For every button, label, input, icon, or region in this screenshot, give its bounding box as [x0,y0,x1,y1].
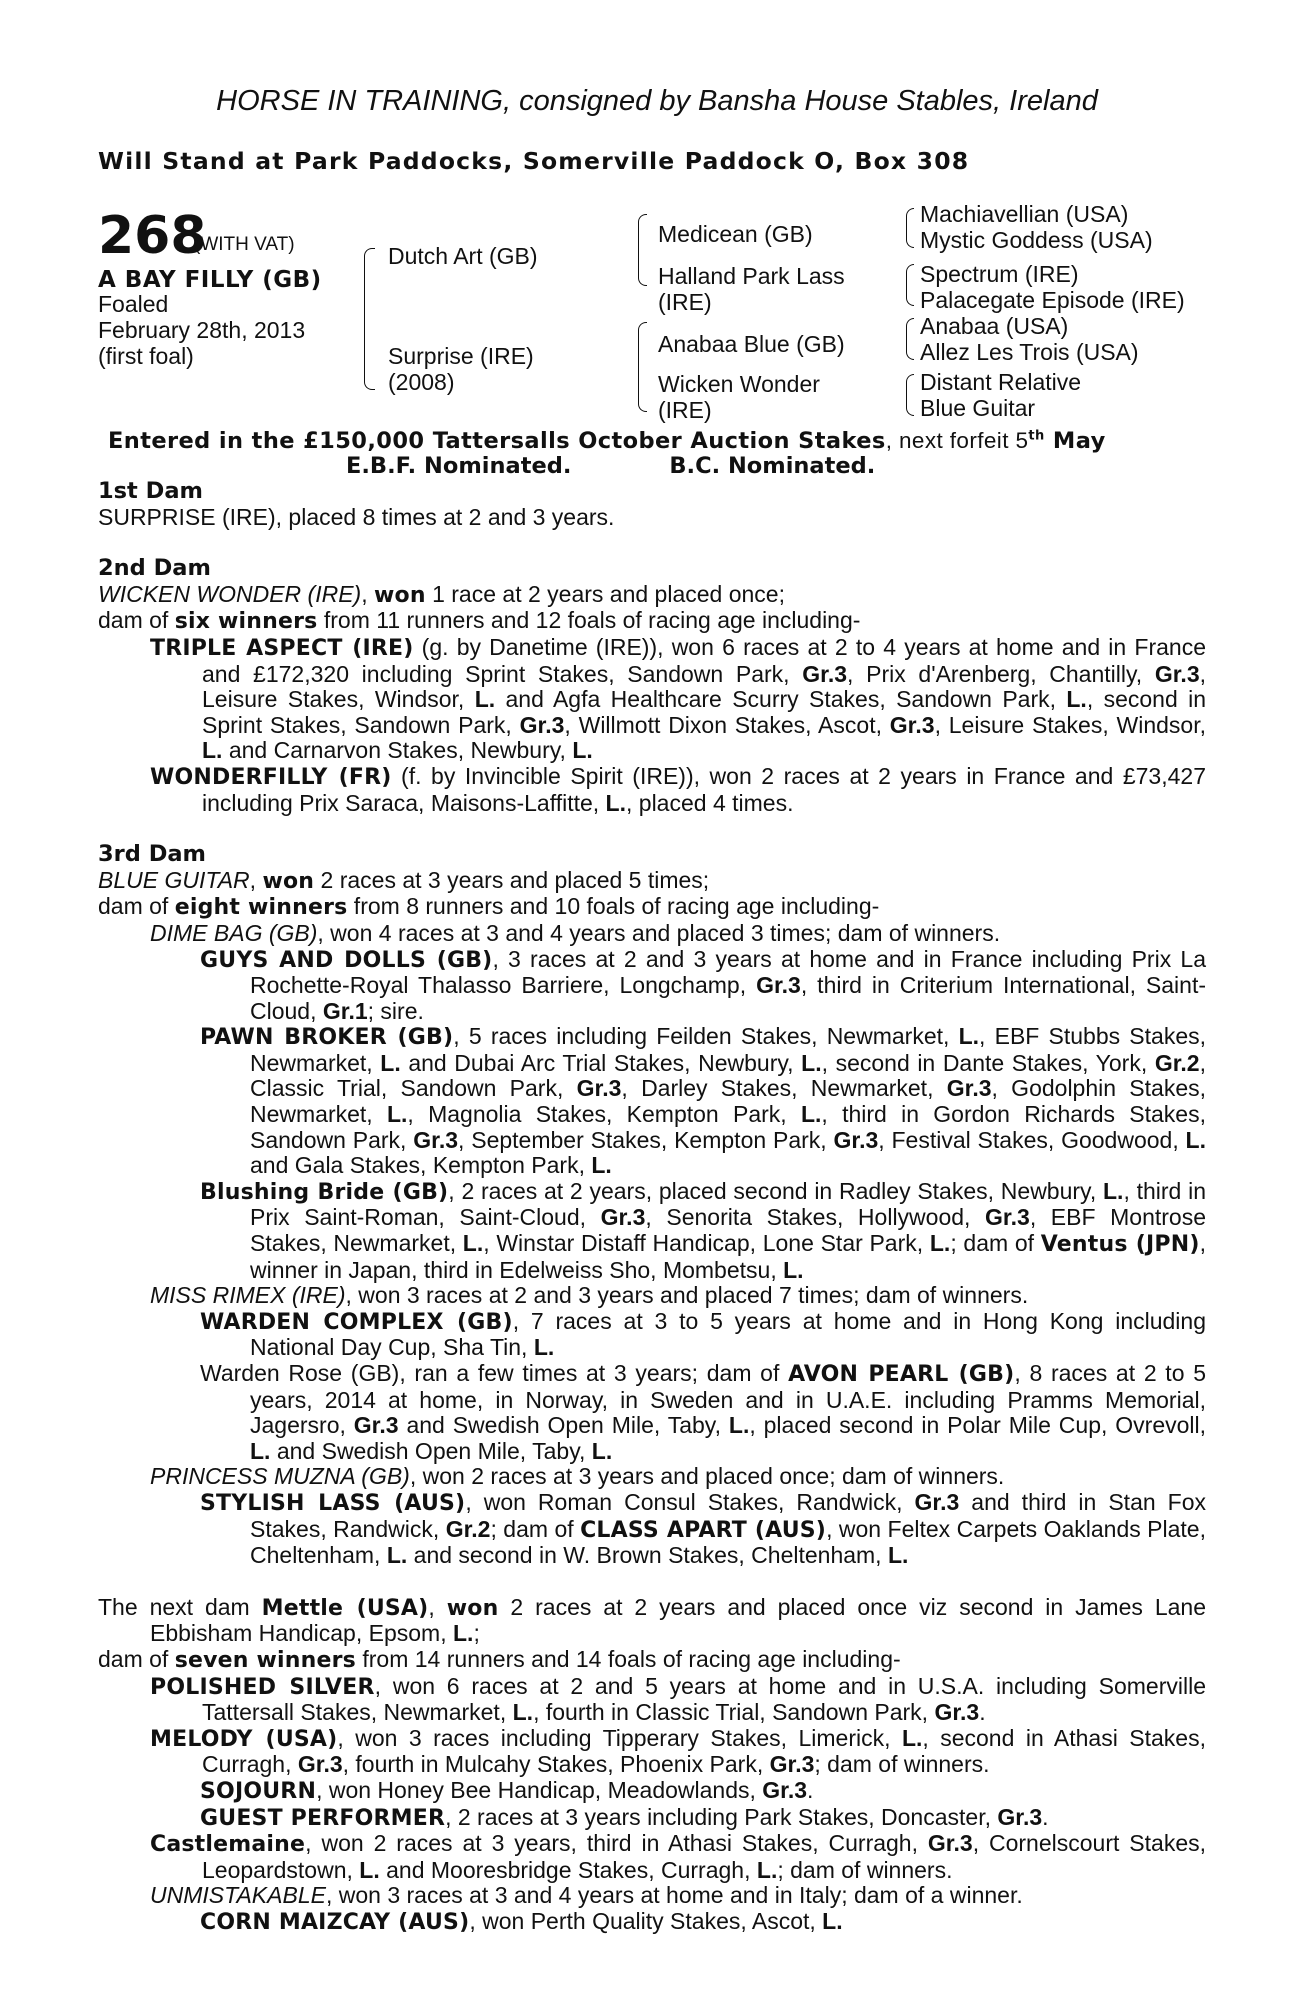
second-dam-summary: WICKEN WONDER (IRE), won 1 race at 2 years and placed once; [98,580,785,608]
lot-header [98,201,1228,428]
second-dam-produce: dam of six winners from 11 runners and 12 foals of racing age including- [98,607,861,635]
produce-entry: POLISHED SILVER, won 6 races at 2 and 5 years at home and in U.S.A. including Somerville Tattersall Stakes, Newmarket, L., fourth in Classic Trial, Sandown Park, Gr.3. [150,1672,1206,1726]
page-title: HORSE IN TRAINING, consigned by Bansha House Stables, Ireland [216,85,1098,117]
first-foal-note: (first foal) [98,343,194,369]
produce-entry: TRIPLE ASPECT (IRE) (g. by Danetime (IRE)), won 6 races at 2 to 4 years at home and in France and £172,320 including Sprint Stakes, Sandown Park, Gr.3, Prix d'Arenberg, Chantilly, Gr.3, Leisure Stakes, Windsor, L. and Agfa Healthcare Scurry Stakes, Sandown Park, L., second in Sprint Stakes, Sandown Park, Gr.3, Willmott Dixon Stakes, Ascot, Gr.3, Leisure Stakes, Windsor, L. and Carnarvon Stakes, Newbury, L. [150,633,1207,764]
pedigree-brace [906,264,914,306]
pedigree-brace [906,374,914,416]
pedigree-ddd: Blue Guitar [920,395,1036,421]
pedigree-brace [906,208,914,248]
pedigree-dds: Distant Relative [920,369,1082,395]
produce-entry: WONDERFILLY (FR) (f. by Invincible Spirit (IRE)), won 2 races at 2 years in France and £73,427 including Prix Saraca, Maisons-Laffitte, L., placed 4 times. [150,762,1206,816]
produce-entry: MELODY (USA), won 3 races including Tipperary Stakes, Limerick, L., second in Athasi Stakes, Curragh, Gr.3, fourth in Mulcahy Stakes, Phoenix Park, Gr.3; dam of winners. [150,1724,1206,1778]
pedigree-sire-dam-suffix: (IRE) [658,289,712,315]
pedigree-dss: Anabaa (USA) [920,313,1069,339]
third-dam-summary: BLUE GUITAR, won 2 races at 3 years and placed 5 times; [98,866,710,894]
pedigree-sds: Spectrum (IRE) [920,261,1079,287]
horse-name: A BAY FILLY (GB) [98,267,322,293]
produce-entry: MISS RIMEX (IRE), won 3 races at 2 and 3 years and placed 7 times; dam of winners. [150,1282,1029,1309]
pedigree-brace [638,214,647,286]
first-dam-text: SURPRISE (IRE), placed 8 times at 2 and 3 years. [98,503,615,530]
foaled-date: February 28th, 2013 [98,317,306,343]
pedigree-ssd: Mystic Goddess (USA) [920,227,1153,253]
pedigree-dam-year: (2008) [388,369,455,395]
produce-entry: CORN MAIZCAY (AUS), won Perth Quality Stakes, Ascot, L. [200,1907,843,1935]
second-dam-heading: 2nd Dam [98,555,211,582]
lot-number: 268 [98,206,207,266]
pedigree-sire-dam: Halland Park Lass [658,263,845,289]
pedigree-dam-sire: Anabaa Blue (GB) [658,331,845,357]
pedigree-dam-dam-suffix: (IRE) [658,397,712,423]
pedigree-brace [906,318,914,360]
pedigree-sdd: Palacegate Episode (IRE) [920,287,1185,313]
produce-entry: STYLISH LASS (AUS), won Roman Consul Stakes, Randwick, Gr.3 and third in Stan Fox Stakes, Randwick, Gr.2; dam of CLASS APART (AUS), won Feltex Carpets Oaklands Plate, Cheltenham, L. and second in W. Brown Stakes, Cheltenham, L. [200,1488,1207,1569]
entered-stakes: Entered in the £150,000 Tattersalls October Auction Stakes, next forfeit 5th May [108,428,1106,454]
produce-entry: SOJOURN, won Honey Bee Handicap, Meadowlands, Gr.3. [200,1776,814,1804]
third-dam-produce: dam of eight winners from 8 runners and 10 foals of racing age including- [98,893,880,921]
pedigree-dam-dam: Wicken Wonder [658,371,820,397]
produce-entry: Blushing Bride (GB), 2 races at 2 years, placed second in Radley Stakes, Newbury, L., third in Prix Saint-Roman, Saint-Cloud, Gr.3, Senorita Stakes, Hollywood, Gr.3, EBF Montrose Stakes, Newmarket, L., Winstar Distaff Handicap, Lone Star Park, L.; dam of Ventus (JPN), winner in Japan, third in Edelweiss Sho, Mombetsu, L. [200,1177,1207,1283]
stable-location: Will Stand at Park Paddocks, Somerville Paddock O, Box 308 [98,147,970,175]
pedigree-sire-sire: Medicean (GB) [658,221,813,247]
nominations: E.B.F. Nominated. B.C. Nominated. [346,453,876,479]
pedigree-notes [98,479,1206,1935]
pedigree-sire: Dutch Art (GB) [388,243,538,269]
pedigree-sss: Machiavellian (USA) [920,201,1129,227]
produce-entry: Castlemaine, won 2 races at 3 years, third in Athasi Stakes, Curragh, Gr.3, Cornelscourt Stakes, Leopardstown, L. and Mooresbridge Stakes, Curragh, L.; dam of winners. [150,1830,1207,1883]
next-dam-produce: dam of seven winners from 14 runners and 14 foals of racing age including- [98,1645,901,1673]
produce-entry: PRINCESS MUZNA (GB), won 2 races at 3 years and placed once; dam of winners. [150,1463,1005,1490]
produce-entry: Warden Rose (GB), ran a few times at 3 years; dam of AVON PEARL (GB), 8 races at 2 to 5 years, 2014 at home, in Norway, in Sweden and in U.A.E. including Pramms Memorial, Jagersro, Gr.3 and Swedish Open Mile, Taby, L., placed second in Polar Mile Cup, Ovrevoll, L. and Swedish Open Mile, Taby, L. [200,1360,1207,1464]
first-dam-heading: 1st Dam [98,478,203,504]
next-dam-summary: The next dam Mettle (USA), won 2 races at 2 years and placed once viz second in James Lane Ebbisham Handicap, Epsom, L.; [98,1593,1206,1647]
pedigree-dsd: Allez Les Trois (USA) [920,339,1139,365]
pedigree-dam: Surprise (IRE) [388,343,534,369]
pedigree-brace [638,322,647,412]
pedigree-brace [364,248,375,390]
produce-entry: WARDEN COMPLEX (GB), 7 races at 3 to 5 years at home and in Hong Kong including National Day Cup, Sha Tin, L. [200,1307,1206,1361]
produce-entry: UNMISTAKABLE, won 3 races at 3 and 4 years at home and in Italy; dam of a winner. [150,1882,1023,1909]
third-dam-heading: 3rd Dam [98,841,206,868]
foaled-label: Foaled [98,291,169,317]
produce-entry: PAWN BROKER (GB), 5 races including Feilden Stakes, Newmarket, L., EBF Stubbs Stakes, Newmarket, L. and Dubai Arc Trial Stakes, Newbury, L., second in Dante Stakes, York, Gr.2, Classic Trial, Sandown Park, Gr.3, Darley Stakes, Newmarket, Gr.3, Godolphin Stakes, Newmarket, L., Magnolia Stakes, Kempton Park, L., third in Gordon Richards Stakes, Sandown Park, Gr.3, September Stakes, Kempton Park, Gr.3, Festival Stakes, Goodwood, L. and Gala Stakes, Kempton Park, L. [200,1023,1207,1179]
vat-label: (WITH VAT) [194,234,295,255]
produce-entry: DIME BAG (GB), won 4 races at 3 and 4 years and placed 3 times; dam of winners. [150,919,1001,946]
produce-entry: GUYS AND DOLLS (GB), 3 races at 2 and 3 years at home and in France including Prix La Rochette-Royal Thalasso Barriere, Longchamp, Gr.3, third in Criterium International, Saint-Cloud, Gr.1; sire. [200,945,1207,1024]
produce-entry: GUEST PERFORMER, 2 races at 3 years including Park Stakes, Doncaster, Gr.3. [200,1803,1049,1831]
